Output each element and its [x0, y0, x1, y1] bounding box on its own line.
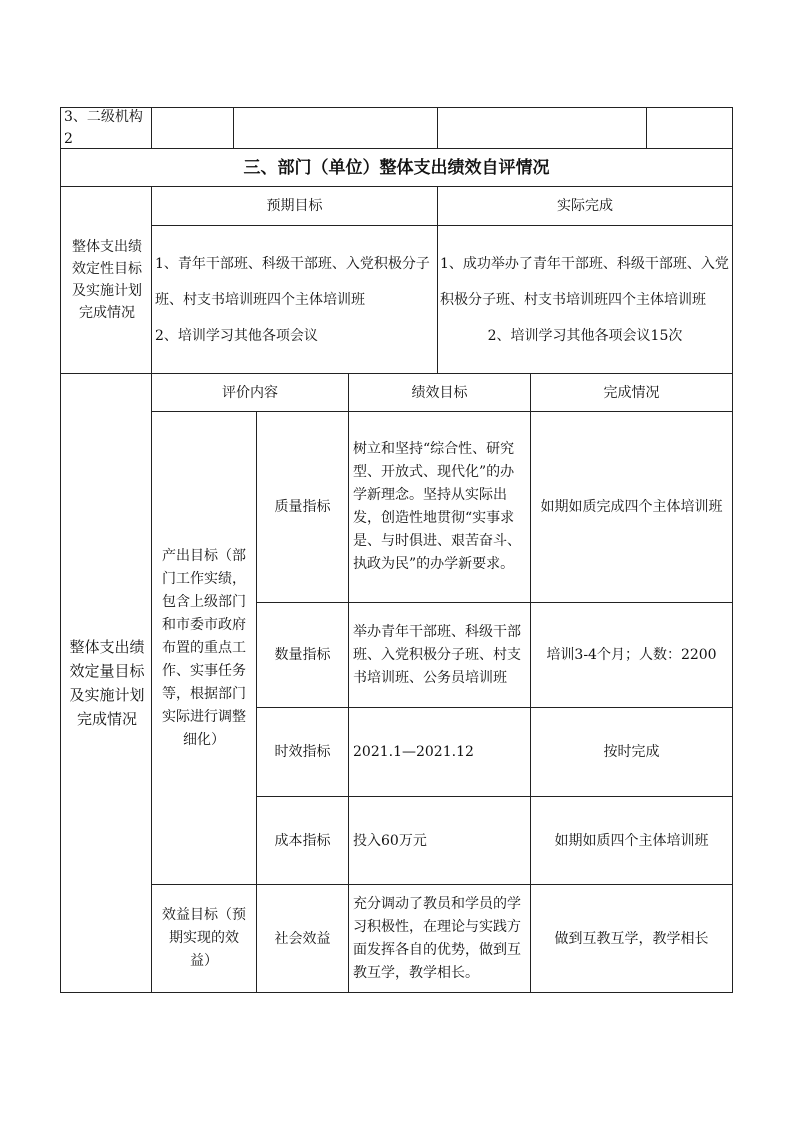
quality-indicator-label: 质量指标 — [274, 499, 331, 515]
quantity-goal-text: 举办青年干部班、科级干部班、入党积极分子班、村支书培训班、公务员培训班 — [353, 623, 521, 686]
timeliness-indicator-label: 时效指标 — [274, 744, 331, 760]
social-benefit-result-text: 做到互教互学，教学相长 — [554, 930, 709, 947]
qualitative-label: 整体支出绩效定性目标及实施计划完成情况 — [72, 239, 142, 321]
timeliness-result-text: 按时完成 — [603, 744, 660, 760]
cost-indicator-label: 成本指标 — [274, 832, 331, 849]
expected-goal-item-2: 2、培训学习其他各项会议 — [155, 327, 318, 344]
quality-goal-text: 树立和坚持“综合性、研究型、开放式、现代化”的办学新理念。坚持从实际出发，创造性地贯彻“实事求是、与时俱进、艰苦奋斗、执政为民”的办学新要求。 — [353, 441, 521, 572]
expected-goal-item-1: 1、青年干部班、科级干部班、入党积极分子班、村支书培训班四个主体培训班 — [155, 255, 430, 308]
output-goal-label: 产出目标（部门工作实绩，包含上级部门和市委市政府布置的重点工作、实事任务等，根据部门实际进行调整细化） — [162, 547, 246, 748]
expected-goal-header: 预期目标 — [266, 198, 323, 214]
quantity-indicator-label: 数量指标 — [274, 647, 331, 663]
cost-result-text: 如期如质四个主体培训班 — [554, 832, 709, 849]
section-title: 三、部门（单位）整体支出绩效自评情况 — [243, 157, 550, 178]
completion-status-header: 完成情况 — [603, 384, 660, 401]
cost-goal-text: 投入60万元 — [353, 832, 427, 849]
expected-goal-content — [153, 226, 437, 373]
row-label-secondary-unit: 3、二级机构 2 — [64, 109, 143, 147]
actual-completion-header: 实际完成 — [557, 198, 613, 214]
social-benefit-label: 社会效益 — [274, 930, 331, 947]
evaluation-content-header: 评价内容 — [222, 384, 278, 401]
actual-completion-item-2: 2、培训学习其他各项会议15次 — [487, 327, 683, 344]
quantitative-label: 整体支出绩效定量目标及实施计划完成情况 — [69, 638, 145, 728]
benefit-goal-label: 效益目标（预期实现的效益） — [162, 907, 246, 969]
performance-goal-header: 绩效目标 — [411, 384, 468, 401]
quantity-result-text: 培训3-4个月；人数：2200 — [546, 647, 717, 663]
social-benefit-goal-text: 充分调动了教员和学员的学习积极性，在理论与实践方面发挥各自的优势，做到互教互学，教学相长。 — [353, 895, 521, 981]
quality-result-text: 如期如质完成四个主体培训班 — [540, 499, 723, 515]
actual-completion-content — [438, 226, 732, 373]
actual-completion-item-1: 1、成功举办了青年干部班、科级干部班、入党积极分子班、村支书培训班四个主体培训班 — [440, 255, 729, 308]
timeliness-goal-text: 2021.1—2021.12 — [353, 744, 474, 760]
